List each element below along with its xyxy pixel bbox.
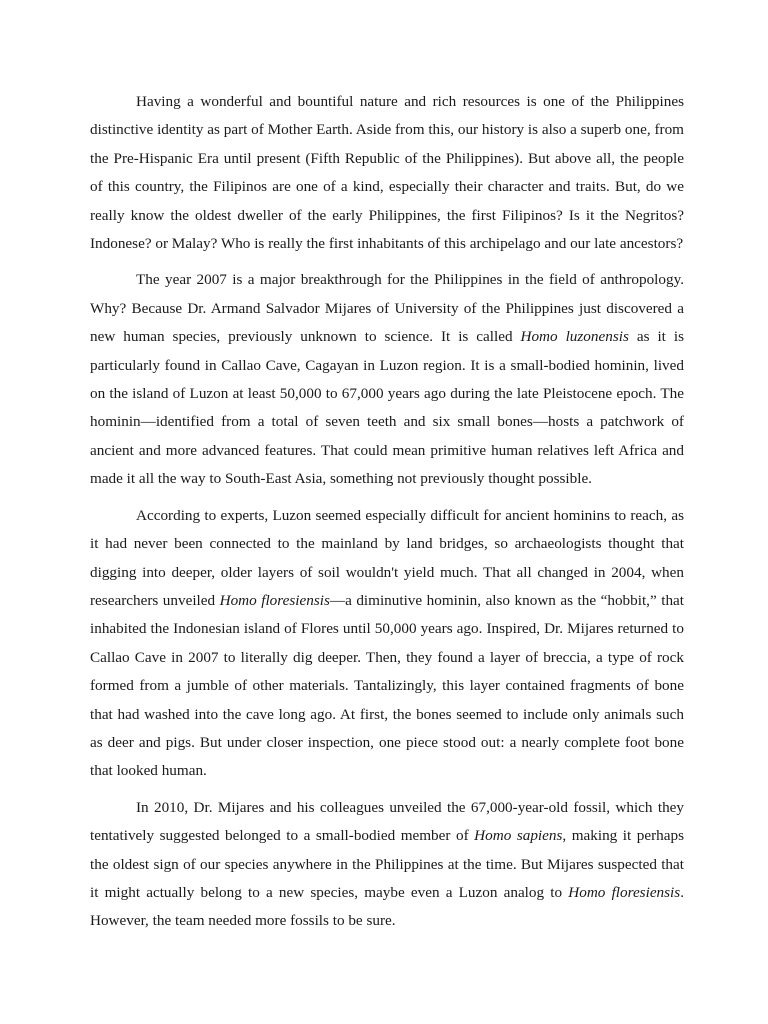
text-segment: as it is particularly found in Callao Cave, Cagayan in Luzon region. It is a small-bodied hominin, lived on the island of Luzon at least 50,000 to 67,000 years ago during the late Pleistocene epoch. The hominin—identified from a total of seven teeth and six small bones—hosts a patchwork of ancient and more advanced features. That could mean primitive human relatives left Africa and made it all the way to South-East Asia, something not previously thought possible. — [90, 328, 684, 488]
text-segment: According to experts, Luzon seemed especially difficult for ancient hominins to reach, as it had never been connected to the mainland by land bridges, so archaeologists thought that digging into deeper, older layers of soil wouldn't yield much. That all changed in 2004, when researchers unveiled — [90, 506, 684, 609]
text-segment: , making it perhaps the oldest sign of our species anywhere in the Philippines at the time. But Mijares suspected that it might actually belong to a new species, maybe even a Luzon analog to — [90, 827, 684, 901]
text-segment: —a diminutive hominin, also known as the “hobbit,” that inhabited the Indonesian island of Flores until 50,000 years ago. Inspired, Dr. Mijares returned to Callao Cave in 2007 to literally dig deeper. Then, they found a layer of breccia, a type of rock formed from a jumble of other materials. Tantalizingly, this layer contained fragments of bone that had washed into the cave long ago. At first, the bones seemed to include only animals such as deer and pigs. But under closer inspection, one piece stood out: a nearly complete foot bone that looked human. — [90, 591, 684, 780]
text-segment: . However, the team needed more fossils to be sure. — [90, 883, 684, 930]
paragraph-2010 — [90, 794, 684, 936]
text-segment: In 2010, Dr. Mijares and his colleagues unveiled the 67,000-year-old fossil, which they tentatively suggested belonged to a small-bodied member of — [90, 798, 684, 845]
paragraph-discovery — [90, 266, 684, 493]
paragraph-intro — [90, 88, 684, 258]
species-name-italic: Homo luzonensis — [520, 328, 629, 346]
species-name-italic: Homo sapiens — [474, 827, 563, 845]
text-segment: Having a wonderful and bountiful nature and rich resources is one of the Philippines distinctive identity as part of Mother Earth. Aside from this, our history is also a superb one, from the Pre-Hispanic Era until present (Fifth Republic of the Philippines). But above all, the people of this country, the Filipinos are one of a kind, especially their character and traits. But, do we really know the oldest dweller of the early Philippines, the first Filipinos? Is it the Negritos? Indonese? or Malay? Who is really the first inhabitants of this archipelago and our late ancestors? — [90, 93, 684, 253]
species-name-italic: Homo floresiensis — [568, 883, 681, 901]
text-segment: The year 2007 is a major breakthrough for the Philippines in the field of anthropology. Why? Because Dr. Armand Salvador Mijares of University of the Philippines just discovered a new human species, previously unknown to science. It is called — [90, 271, 684, 346]
species-name-italic: Homo floresiensis — [219, 591, 330, 609]
paragraph-experts — [90, 502, 684, 786]
